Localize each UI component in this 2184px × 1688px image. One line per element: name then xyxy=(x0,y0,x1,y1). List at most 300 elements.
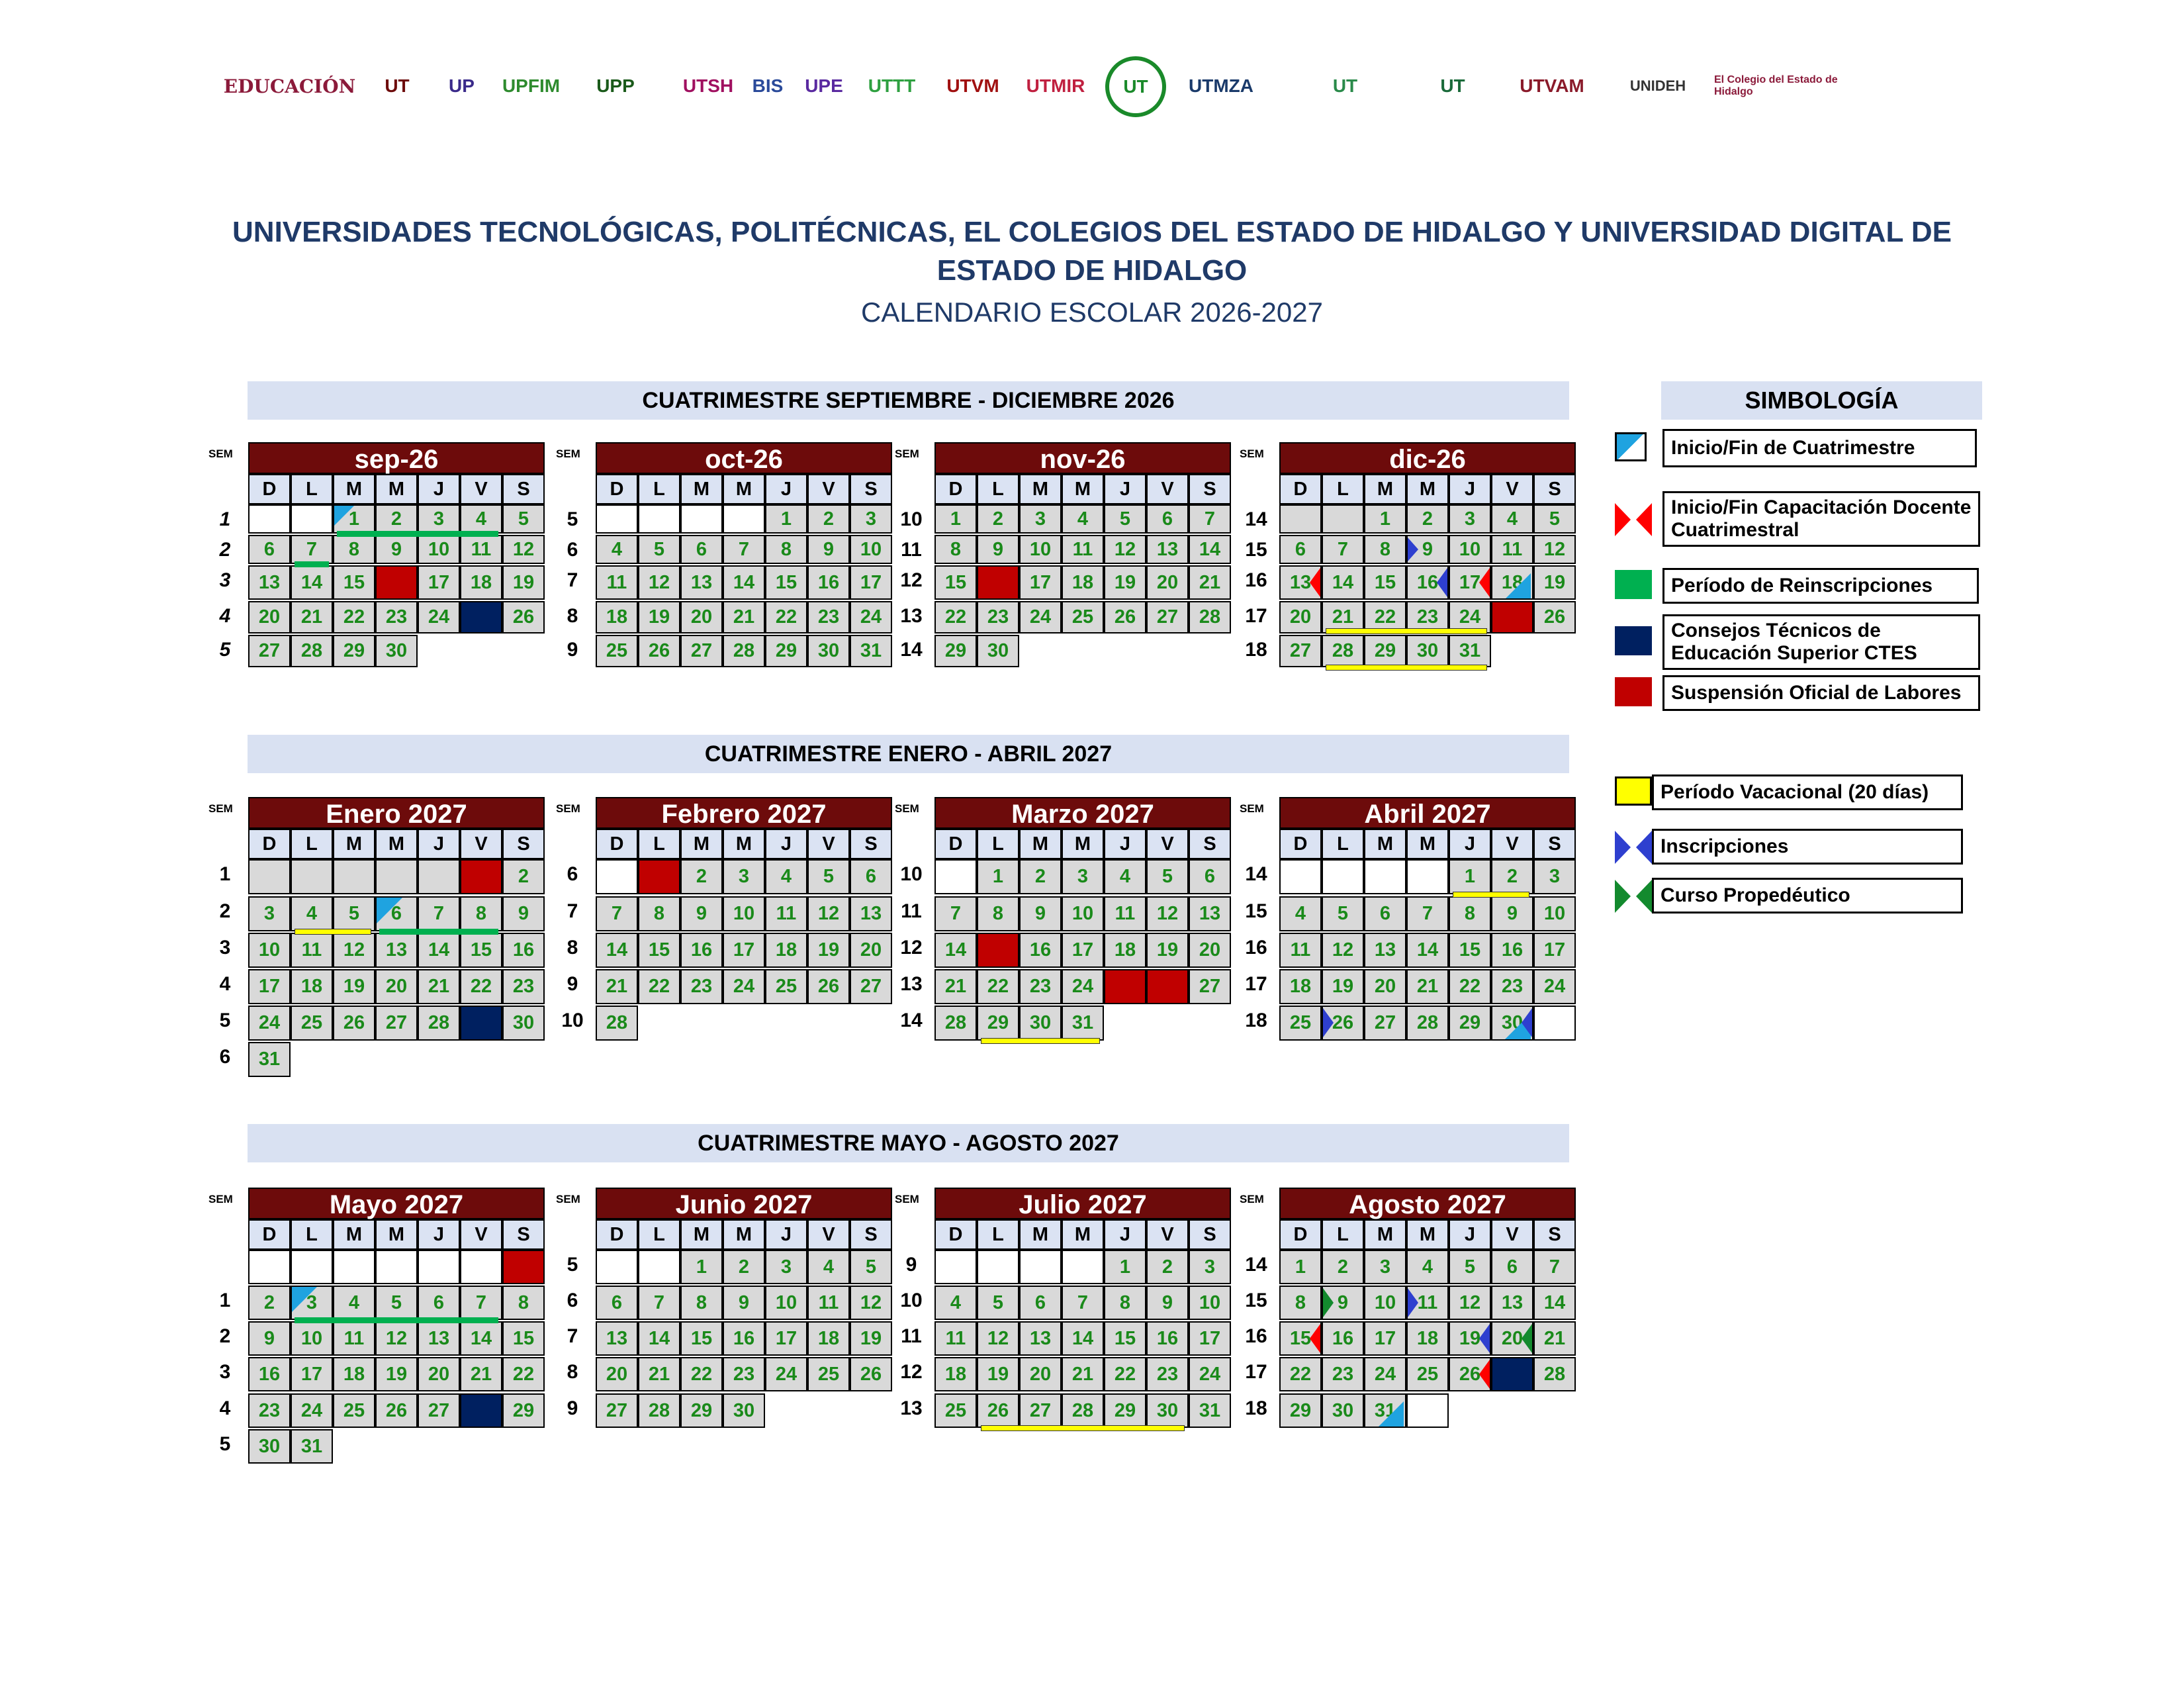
day-cell[interactable]: 14 xyxy=(1062,1321,1104,1356)
day-cell[interactable] xyxy=(460,1006,502,1041)
day-cell[interactable]: 24 xyxy=(291,1393,333,1428)
day-cell[interactable]: 8 xyxy=(934,535,977,564)
day-cell[interactable] xyxy=(1406,1393,1449,1428)
day-cell[interactable]: 30 xyxy=(502,1006,545,1041)
day-cell[interactable]: 14 xyxy=(934,933,977,968)
day-cell[interactable] xyxy=(248,504,291,534)
day-cell[interactable]: 27 xyxy=(1189,969,1231,1004)
day-cell[interactable]: 18 xyxy=(460,565,502,600)
day-cell[interactable]: 29 xyxy=(1104,1393,1146,1428)
day-cell[interactable]: 21 xyxy=(291,601,333,633)
day-cell[interactable] xyxy=(418,859,460,894)
day-cell[interactable]: 20 xyxy=(248,601,291,633)
day-cell[interactable]: 27 xyxy=(680,635,723,667)
day-cell[interactable]: 6 xyxy=(1491,1250,1533,1284)
day-cell[interactable]: 10 xyxy=(1364,1286,1406,1320)
day-cell[interactable]: 6 xyxy=(375,896,418,931)
day-cell[interactable]: 11 xyxy=(1279,933,1322,968)
day-cell[interactable]: 26 xyxy=(1449,1357,1491,1391)
day-cell[interactable] xyxy=(460,1393,502,1428)
day-cell[interactable] xyxy=(1019,1250,1062,1284)
day-cell[interactable]: 21 xyxy=(1062,1357,1104,1391)
day-cell[interactable]: 9 xyxy=(248,1321,291,1356)
day-cell[interactable] xyxy=(1491,1357,1533,1391)
day-cell[interactable]: 5 xyxy=(375,1286,418,1320)
day-cell[interactable] xyxy=(333,859,375,894)
day-cell[interactable]: 3 xyxy=(723,859,765,894)
day-cell[interactable]: 27 xyxy=(850,969,892,1004)
day-cell[interactable]: 5 xyxy=(502,504,545,534)
day-cell[interactable]: 3 xyxy=(765,1250,807,1284)
day-cell[interactable]: 14 xyxy=(1533,1286,1576,1320)
day-cell[interactable]: 3 xyxy=(1364,1250,1406,1284)
day-cell[interactable]: 4 xyxy=(333,1286,375,1320)
day-cell[interactable]: 6 xyxy=(1019,1286,1062,1320)
day-cell[interactable]: 14 xyxy=(638,1321,680,1356)
day-cell[interactable]: 9 xyxy=(680,896,723,931)
day-cell[interactable]: 13 xyxy=(1019,1321,1062,1356)
day-cell[interactable]: 10 xyxy=(418,535,460,564)
day-cell[interactable]: 28 xyxy=(291,635,333,667)
day-cell[interactable]: 28 xyxy=(638,1393,680,1428)
day-cell[interactable]: 24 xyxy=(1062,969,1104,1004)
day-cell[interactable]: 6 xyxy=(680,535,723,564)
day-cell[interactable]: 26 xyxy=(1104,601,1146,633)
day-cell[interactable]: 21 xyxy=(723,601,765,633)
day-cell[interactable] xyxy=(1146,969,1189,1004)
day-cell[interactable]: 7 xyxy=(723,535,765,564)
day-cell[interactable]: 16 xyxy=(680,933,723,968)
day-cell[interactable]: 24 xyxy=(1449,601,1491,633)
day-cell[interactable]: 29 xyxy=(680,1393,723,1428)
day-cell[interactable]: 25 xyxy=(1062,601,1104,633)
day-cell[interactable]: 7 xyxy=(1406,896,1449,931)
day-cell[interactable]: 28 xyxy=(1406,1006,1449,1041)
day-cell[interactable]: 3 xyxy=(1533,859,1576,894)
day-cell[interactable]: 21 xyxy=(1406,969,1449,1004)
day-cell[interactable]: 26 xyxy=(375,1393,418,1428)
day-cell[interactable] xyxy=(291,1250,333,1284)
day-cell[interactable]: 23 xyxy=(807,601,850,633)
day-cell[interactable]: 19 xyxy=(1104,565,1146,600)
day-cell[interactable]: 30 xyxy=(1146,1393,1189,1428)
day-cell[interactable]: 17 xyxy=(723,933,765,968)
day-cell[interactable] xyxy=(596,859,638,894)
day-cell[interactable]: 24 xyxy=(248,1006,291,1041)
day-cell[interactable]: 14 xyxy=(418,933,460,968)
day-cell[interactable]: 23 xyxy=(248,1393,291,1428)
day-cell[interactable]: 11 xyxy=(1062,535,1104,564)
day-cell[interactable]: 8 xyxy=(502,1286,545,1320)
day-cell[interactable]: 15 xyxy=(502,1321,545,1356)
day-cell[interactable]: 2 xyxy=(248,1286,291,1320)
day-cell[interactable]: 26 xyxy=(333,1006,375,1041)
day-cell[interactable]: 5 xyxy=(850,1250,892,1284)
day-cell[interactable]: 4 xyxy=(807,1250,850,1284)
day-cell[interactable]: 30 xyxy=(248,1429,291,1464)
day-cell[interactable]: 12 xyxy=(1146,896,1189,931)
day-cell[interactable] xyxy=(375,1250,418,1284)
day-cell[interactable]: 27 xyxy=(418,1393,460,1428)
day-cell[interactable]: 30 xyxy=(977,635,1019,667)
day-cell[interactable]: 29 xyxy=(977,1006,1019,1041)
day-cell[interactable]: 12 xyxy=(638,565,680,600)
day-cell[interactable]: 6 xyxy=(1146,504,1189,534)
day-cell[interactable]: 1 xyxy=(1279,1250,1322,1284)
day-cell[interactable]: 23 xyxy=(680,969,723,1004)
day-cell[interactable]: 9 xyxy=(1491,896,1533,931)
day-cell[interactable]: 4 xyxy=(460,504,502,534)
day-cell[interactable]: 6 xyxy=(1279,535,1322,564)
day-cell[interactable]: 13 xyxy=(1146,535,1189,564)
day-cell[interactable]: 12 xyxy=(807,896,850,931)
day-cell[interactable]: 25 xyxy=(1279,1006,1322,1041)
day-cell[interactable]: 8 xyxy=(1279,1286,1322,1320)
day-cell[interactable]: 18 xyxy=(1491,565,1533,600)
day-cell[interactable]: 27 xyxy=(1279,635,1322,667)
day-cell[interactable]: 10 xyxy=(291,1321,333,1356)
day-cell[interactable]: 28 xyxy=(1322,635,1364,667)
day-cell[interactable]: 21 xyxy=(1533,1321,1576,1356)
day-cell[interactable]: 26 xyxy=(502,601,545,633)
day-cell[interactable]: 10 xyxy=(1533,896,1576,931)
day-cell[interactable]: 15 xyxy=(934,565,977,600)
day-cell[interactable]: 18 xyxy=(1406,1321,1449,1356)
day-cell[interactable]: 22 xyxy=(333,601,375,633)
day-cell[interactable]: 28 xyxy=(596,1006,638,1041)
day-cell[interactable]: 15 xyxy=(1279,1321,1322,1356)
day-cell[interactable] xyxy=(680,504,723,534)
day-cell[interactable]: 4 xyxy=(1104,859,1146,894)
day-cell[interactable]: 3 xyxy=(248,896,291,931)
day-cell[interactable]: 15 xyxy=(638,933,680,968)
day-cell[interactable]: 24 xyxy=(418,601,460,633)
day-cell[interactable]: 21 xyxy=(934,969,977,1004)
day-cell[interactable]: 21 xyxy=(1189,565,1231,600)
day-cell[interactable]: 9 xyxy=(977,535,1019,564)
day-cell[interactable]: 5 xyxy=(333,896,375,931)
day-cell[interactable]: 9 xyxy=(1019,896,1062,931)
day-cell[interactable]: 5 xyxy=(1146,859,1189,894)
day-cell[interactable]: 18 xyxy=(765,933,807,968)
day-cell[interactable]: 16 xyxy=(1322,1321,1364,1356)
day-cell[interactable]: 2 xyxy=(807,504,850,534)
day-cell[interactable]: 20 xyxy=(680,601,723,633)
day-cell[interactable]: 10 xyxy=(1019,535,1062,564)
day-cell[interactable]: 3 xyxy=(291,1286,333,1320)
day-cell[interactable] xyxy=(460,859,502,894)
day-cell[interactable]: 12 xyxy=(333,933,375,968)
day-cell[interactable]: 9 xyxy=(1146,1286,1189,1320)
day-cell[interactable]: 30 xyxy=(1491,1006,1533,1041)
day-cell[interactable]: 13 xyxy=(418,1321,460,1356)
day-cell[interactable]: 15 xyxy=(1364,565,1406,600)
day-cell[interactable] xyxy=(460,601,502,633)
day-cell[interactable] xyxy=(1491,601,1533,633)
day-cell[interactable]: 6 xyxy=(850,859,892,894)
day-cell[interactable]: 3 xyxy=(1019,504,1062,534)
day-cell[interactable]: 21 xyxy=(418,969,460,1004)
day-cell[interactable]: 24 xyxy=(765,1357,807,1391)
day-cell[interactable]: 5 xyxy=(977,1286,1019,1320)
day-cell[interactable]: 22 xyxy=(765,601,807,633)
day-cell[interactable]: 6 xyxy=(1364,896,1406,931)
day-cell[interactable]: 2 xyxy=(1406,504,1449,534)
day-cell[interactable] xyxy=(291,859,333,894)
day-cell[interactable]: 12 xyxy=(850,1286,892,1320)
day-cell[interactable]: 15 xyxy=(460,933,502,968)
day-cell[interactable]: 27 xyxy=(1364,1006,1406,1041)
day-cell[interactable]: 1 xyxy=(333,504,375,534)
day-cell[interactable]: 10 xyxy=(723,896,765,931)
day-cell[interactable]: 17 xyxy=(1062,933,1104,968)
day-cell[interactable]: 5 xyxy=(1104,504,1146,534)
day-cell[interactable]: 22 xyxy=(1449,969,1491,1004)
day-cell[interactable]: 1 xyxy=(680,1250,723,1284)
day-cell[interactable]: 9 xyxy=(1322,1286,1364,1320)
day-cell[interactable]: 1 xyxy=(977,859,1019,894)
day-cell[interactable]: 9 xyxy=(502,896,545,931)
day-cell[interactable]: 20 xyxy=(1279,601,1322,633)
day-cell[interactable] xyxy=(418,1250,460,1284)
day-cell[interactable]: 20 xyxy=(850,933,892,968)
day-cell[interactable]: 18 xyxy=(1279,969,1322,1004)
day-cell[interactable]: 24 xyxy=(1364,1357,1406,1391)
day-cell[interactable]: 1 xyxy=(1104,1250,1146,1284)
day-cell[interactable]: 23 xyxy=(375,601,418,633)
day-cell[interactable]: 4 xyxy=(1491,504,1533,534)
day-cell[interactable]: 18 xyxy=(1062,565,1104,600)
day-cell[interactable] xyxy=(248,1250,291,1284)
day-cell[interactable]: 11 xyxy=(765,896,807,931)
day-cell[interactable]: 23 xyxy=(977,601,1019,633)
day-cell[interactable]: 17 xyxy=(291,1357,333,1391)
day-cell[interactable]: 23 xyxy=(1146,1357,1189,1391)
day-cell[interactable]: 7 xyxy=(1062,1286,1104,1320)
day-cell[interactable]: 16 xyxy=(807,565,850,600)
day-cell[interactable] xyxy=(638,504,680,534)
day-cell[interactable]: 25 xyxy=(765,969,807,1004)
day-cell[interactable]: 24 xyxy=(1189,1357,1231,1391)
day-cell[interactable]: 22 xyxy=(1279,1357,1322,1391)
day-cell[interactable]: 30 xyxy=(1322,1393,1364,1428)
day-cell[interactable]: 2 xyxy=(1019,859,1062,894)
day-cell[interactable]: 16 xyxy=(1406,565,1449,600)
day-cell[interactable]: 6 xyxy=(248,535,291,564)
day-cell[interactable] xyxy=(1322,859,1364,894)
day-cell[interactable]: 17 xyxy=(1449,565,1491,600)
day-cell[interactable]: 21 xyxy=(596,969,638,1004)
day-cell[interactable]: 22 xyxy=(977,969,1019,1004)
day-cell[interactable]: 24 xyxy=(1533,969,1576,1004)
day-cell[interactable]: 11 xyxy=(1491,535,1533,564)
day-cell[interactable] xyxy=(1533,1006,1576,1041)
day-cell[interactable]: 10 xyxy=(248,933,291,968)
day-cell[interactable] xyxy=(638,859,680,894)
day-cell[interactable]: 29 xyxy=(333,635,375,667)
day-cell[interactable]: 3 xyxy=(1189,1250,1231,1284)
day-cell[interactable]: 7 xyxy=(291,535,333,564)
day-cell[interactable] xyxy=(638,1250,680,1284)
day-cell[interactable] xyxy=(1406,859,1449,894)
day-cell[interactable]: 9 xyxy=(807,535,850,564)
day-cell[interactable]: 10 xyxy=(850,535,892,564)
day-cell[interactable]: 10 xyxy=(1189,1286,1231,1320)
day-cell[interactable]: 24 xyxy=(723,969,765,1004)
day-cell[interactable]: 10 xyxy=(765,1286,807,1320)
day-cell[interactable]: 1 xyxy=(765,504,807,534)
day-cell[interactable]: 22 xyxy=(638,969,680,1004)
day-cell[interactable]: 31 xyxy=(1364,1393,1406,1428)
day-cell[interactable]: 8 xyxy=(460,896,502,931)
day-cell[interactable]: 5 xyxy=(1449,1250,1491,1284)
day-cell[interactable] xyxy=(934,859,977,894)
day-cell[interactable]: 19 xyxy=(977,1357,1019,1391)
day-cell[interactable]: 20 xyxy=(596,1357,638,1391)
day-cell[interactable]: 13 xyxy=(1189,896,1231,931)
day-cell[interactable] xyxy=(723,504,765,534)
day-cell[interactable]: 28 xyxy=(723,635,765,667)
day-cell[interactable]: 4 xyxy=(765,859,807,894)
day-cell[interactable]: 20 xyxy=(418,1357,460,1391)
day-cell[interactable]: 12 xyxy=(1449,1286,1491,1320)
day-cell[interactable]: 8 xyxy=(333,535,375,564)
day-cell[interactable]: 18 xyxy=(807,1321,850,1356)
day-cell[interactable]: 16 xyxy=(723,1321,765,1356)
day-cell[interactable]: 23 xyxy=(1019,969,1062,1004)
day-cell[interactable]: 23 xyxy=(1491,969,1533,1004)
day-cell[interactable]: 28 xyxy=(1189,601,1231,633)
day-cell[interactable]: 12 xyxy=(502,535,545,564)
day-cell[interactable]: 19 xyxy=(807,933,850,968)
day-cell[interactable]: 30 xyxy=(375,635,418,667)
day-cell[interactable]: 21 xyxy=(638,1357,680,1391)
day-cell[interactable]: 4 xyxy=(596,535,638,564)
day-cell[interactable] xyxy=(248,859,291,894)
day-cell[interactable]: 19 xyxy=(502,565,545,600)
day-cell[interactable] xyxy=(977,933,1019,968)
day-cell[interactable]: 4 xyxy=(291,896,333,931)
day-cell[interactable]: 20 xyxy=(1364,969,1406,1004)
day-cell[interactable]: 18 xyxy=(934,1357,977,1391)
day-cell[interactable]: 8 xyxy=(1104,1286,1146,1320)
day-cell[interactable]: 4 xyxy=(934,1286,977,1320)
day-cell[interactable]: 8 xyxy=(765,535,807,564)
day-cell[interactable]: 2 xyxy=(723,1250,765,1284)
day-cell[interactable]: 9 xyxy=(1406,535,1449,564)
day-cell[interactable]: 2 xyxy=(1491,859,1533,894)
day-cell[interactable] xyxy=(934,1250,977,1284)
day-cell[interactable] xyxy=(1279,859,1322,894)
day-cell[interactable]: 3 xyxy=(1062,859,1104,894)
day-cell[interactable]: 19 xyxy=(638,601,680,633)
day-cell[interactable]: 19 xyxy=(375,1357,418,1391)
day-cell[interactable]: 6 xyxy=(418,1286,460,1320)
day-cell[interactable] xyxy=(977,1250,1019,1284)
day-cell[interactable]: 15 xyxy=(333,565,375,600)
day-cell[interactable]: 22 xyxy=(934,601,977,633)
day-cell[interactable]: 26 xyxy=(1322,1006,1364,1041)
day-cell[interactable]: 17 xyxy=(1533,933,1576,968)
day-cell[interactable]: 22 xyxy=(502,1357,545,1391)
day-cell[interactable]: 12 xyxy=(977,1321,1019,1356)
day-cell[interactable] xyxy=(596,1250,638,1284)
day-cell[interactable]: 19 xyxy=(1322,969,1364,1004)
day-cell[interactable]: 12 xyxy=(1322,933,1364,968)
day-cell[interactable]: 29 xyxy=(1364,635,1406,667)
day-cell[interactable]: 7 xyxy=(418,896,460,931)
day-cell[interactable]: 21 xyxy=(460,1357,502,1391)
day-cell[interactable]: 8 xyxy=(638,896,680,931)
day-cell[interactable]: 7 xyxy=(638,1286,680,1320)
day-cell[interactable]: 16 xyxy=(502,933,545,968)
day-cell[interactable]: 12 xyxy=(375,1321,418,1356)
day-cell[interactable]: 19 xyxy=(850,1321,892,1356)
day-cell[interactable]: 19 xyxy=(1146,933,1189,968)
day-cell[interactable]: 17 xyxy=(1364,1321,1406,1356)
day-cell[interactable]: 19 xyxy=(1533,565,1576,600)
day-cell[interactable]: 27 xyxy=(1019,1393,1062,1428)
day-cell[interactable]: 1 xyxy=(1364,504,1406,534)
day-cell[interactable]: 29 xyxy=(934,635,977,667)
day-cell[interactable]: 30 xyxy=(1406,635,1449,667)
day-cell[interactable]: 18 xyxy=(291,969,333,1004)
day-cell[interactable]: 27 xyxy=(248,635,291,667)
day-cell[interactable] xyxy=(1364,859,1406,894)
day-cell[interactable] xyxy=(375,565,418,600)
day-cell[interactable]: 27 xyxy=(596,1393,638,1428)
day-cell[interactable]: 3 xyxy=(418,504,460,534)
day-cell[interactable]: 17 xyxy=(1189,1321,1231,1356)
day-cell[interactable]: 19 xyxy=(1449,1321,1491,1356)
day-cell[interactable]: 9 xyxy=(375,535,418,564)
day-cell[interactable]: 23 xyxy=(1322,1357,1364,1391)
day-cell[interactable]: 28 xyxy=(418,1006,460,1041)
day-cell[interactable] xyxy=(460,1250,502,1284)
day-cell[interactable]: 6 xyxy=(596,1286,638,1320)
day-cell[interactable]: 23 xyxy=(1406,601,1449,633)
day-cell[interactable]: 31 xyxy=(291,1429,333,1464)
day-cell[interactable]: 8 xyxy=(1364,535,1406,564)
day-cell[interactable]: 16 xyxy=(1019,933,1062,968)
day-cell[interactable]: 13 xyxy=(1491,1286,1533,1320)
day-cell[interactable] xyxy=(1279,504,1322,534)
day-cell[interactable]: 16 xyxy=(1491,933,1533,968)
day-cell[interactable]: 25 xyxy=(291,1006,333,1041)
day-cell[interactable]: 6 xyxy=(1189,859,1231,894)
day-cell[interactable]: 29 xyxy=(1279,1393,1322,1428)
day-cell[interactable]: 18 xyxy=(1104,933,1146,968)
day-cell[interactable]: 22 xyxy=(1364,601,1406,633)
day-cell[interactable] xyxy=(333,1250,375,1284)
day-cell[interactable]: 14 xyxy=(596,933,638,968)
day-cell[interactable]: 29 xyxy=(1449,1006,1491,1041)
day-cell[interactable]: 20 xyxy=(1146,565,1189,600)
day-cell[interactable]: 4 xyxy=(1279,896,1322,931)
day-cell[interactable]: 25 xyxy=(934,1393,977,1428)
day-cell[interactable] xyxy=(1104,969,1146,1004)
day-cell[interactable]: 5 xyxy=(1322,896,1364,931)
day-cell[interactable]: 10 xyxy=(1449,535,1491,564)
day-cell[interactable] xyxy=(1322,504,1364,534)
day-cell[interactable]: 11 xyxy=(333,1321,375,1356)
day-cell[interactable]: 31 xyxy=(850,635,892,667)
day-cell[interactable]: 14 xyxy=(291,565,333,600)
day-cell[interactable]: 24 xyxy=(850,601,892,633)
day-cell[interactable]: 26 xyxy=(807,969,850,1004)
day-cell[interactable]: 29 xyxy=(502,1393,545,1428)
day-cell[interactable]: 8 xyxy=(1449,896,1491,931)
